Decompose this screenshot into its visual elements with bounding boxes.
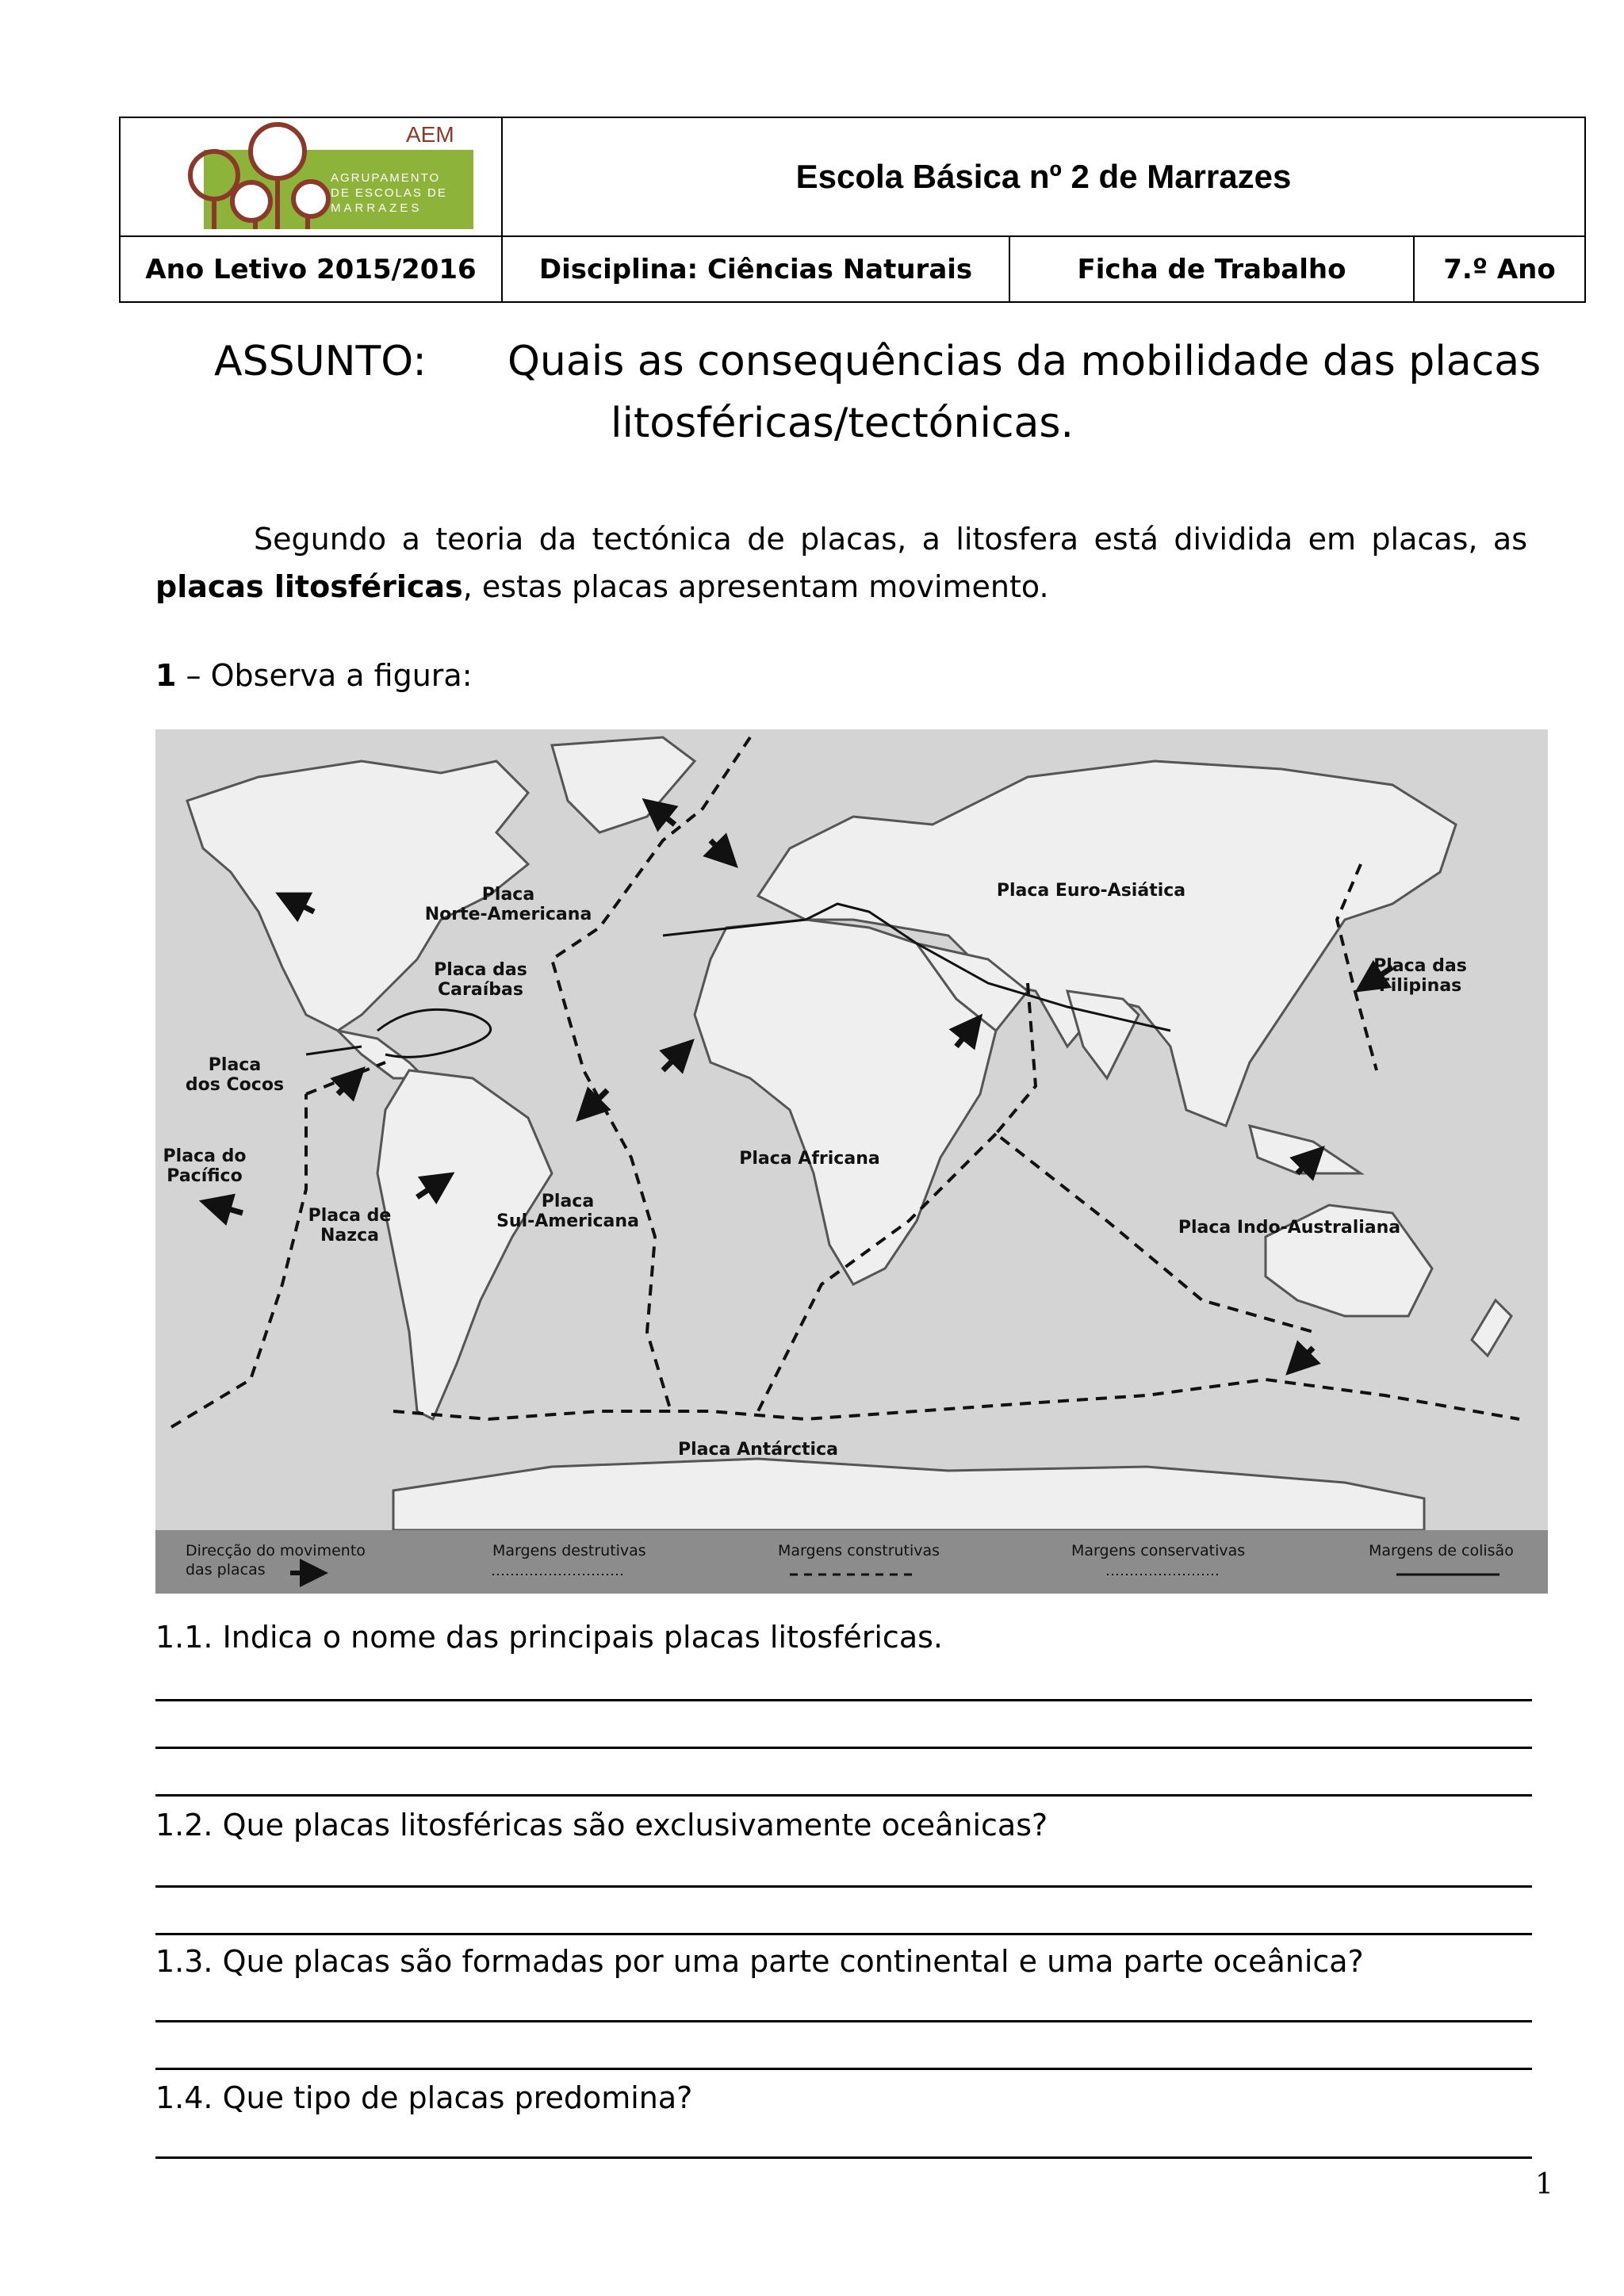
answer-line[interactable] [155,1885,1532,1888]
legend-direction-2: das placas [186,1561,266,1578]
intro-before: Segundo a teoria da tectónica de placas, a litosfera está dividida em placas, as [254,522,1527,557]
answer-line[interactable] [155,2068,1532,2070]
label-sa-1: Placa [541,1192,595,1211]
intro-bold: placas litosféricas [155,569,463,604]
label-car-1: Placa das [434,960,527,980]
label-pac-2: Pacífico [167,1166,243,1186]
assunto-line1: Quais as consequências da mobilidade das placas [508,338,1542,385]
question-1-2: 1.2. Que placas litosféricas são exclusivamente oceânicas? [155,1808,1048,1843]
logo-line2: DE ESCOLAS DE [331,186,447,200]
answer-line[interactable] [155,1933,1532,1935]
legend-construtivas: Margens construtivas [778,1542,940,1559]
label-pac-1: Placa do [163,1146,247,1166]
answer-line[interactable] [155,1794,1532,1797]
tectonic-plates-map [155,729,1548,1594]
answer-line[interactable] [155,1699,1532,1701]
school-name: Escola Básica nº 2 de Marrazes [795,158,1292,195]
question-1-1: 1.1. Indica o nome das principais placas litosféricas. [155,1620,943,1655]
header-table [119,117,1586,303]
header-info-row [121,235,1584,301]
question-1-text: – Observa a figura: [176,658,473,693]
disciplina: Disciplina: Ciências Naturais [503,237,1010,301]
question-1 [155,658,473,693]
label-euro-asiatica: Placa Euro-Asiática [996,881,1186,901]
school-logo [121,118,503,235]
answer-line[interactable] [155,1747,1532,1749]
label-sa-2: Sul-Americana [496,1211,639,1231]
label-nazca-2: Nazca [320,1226,379,1246]
logo-cell [121,118,503,235]
label-nazca-1: Placa de [308,1206,392,1226]
label-antarctica: Placa Antárctica [678,1440,838,1460]
label-fil-1: Placa das [1373,956,1467,976]
ano-letivo: Ano Letivo 2015/2016 [121,237,503,301]
label-na-1: Placa [481,885,535,905]
map-legend-bar [155,1530,1548,1594]
answer-line[interactable] [155,2156,1532,2159]
intro-after: , estas placas apresentam movimento. [462,569,1049,604]
legend-direction-1: Direcção do movimento [186,1542,366,1559]
school-cell [503,118,1584,235]
label-na-2: Norte-Americana [424,905,592,924]
legend-conservativas: Margens conservativas [1071,1542,1246,1559]
label-cocos-2: dos Cocos [185,1075,285,1095]
label-indo-australiana: Placa Indo-Australiana [1178,1218,1401,1238]
logo-line3: MARRAZES [331,201,423,215]
assunto-label: ASSUNTO: [214,338,427,385]
legend-colisao: Margens de colisão [1369,1542,1514,1559]
assunto [214,337,1542,447]
logo-line1: AGRUPAMENTO [331,171,441,185]
question-1-3: 1.3. Que placas são formadas por uma parte continental e uma parte oceânica? [155,1944,1364,1979]
page-number: 1 [1535,2168,1553,2201]
label-africana: Placa Africana [739,1149,880,1169]
answer-line[interactable] [155,2020,1532,2022]
logo-acronym: AEM [406,122,454,147]
question-1-4: 1.4. Que tipo de placas predomina? [155,2080,693,2115]
question-1-number: 1 [155,658,177,693]
legend-destrutivas: Margens destrutivas [492,1542,646,1559]
ficha-trabalho: Ficha de Trabalho [1010,237,1415,301]
label-car-2: Caraíbas [438,980,523,1000]
intro-paragraph [155,515,1527,610]
assunto-line2: litosféricas/tectónicas. [611,400,1074,447]
label-cocos-1: Placa [208,1055,262,1075]
ano-escolar: 7.º Ano [1443,253,1556,285]
label-fil-2: Filipinas [1378,976,1462,996]
